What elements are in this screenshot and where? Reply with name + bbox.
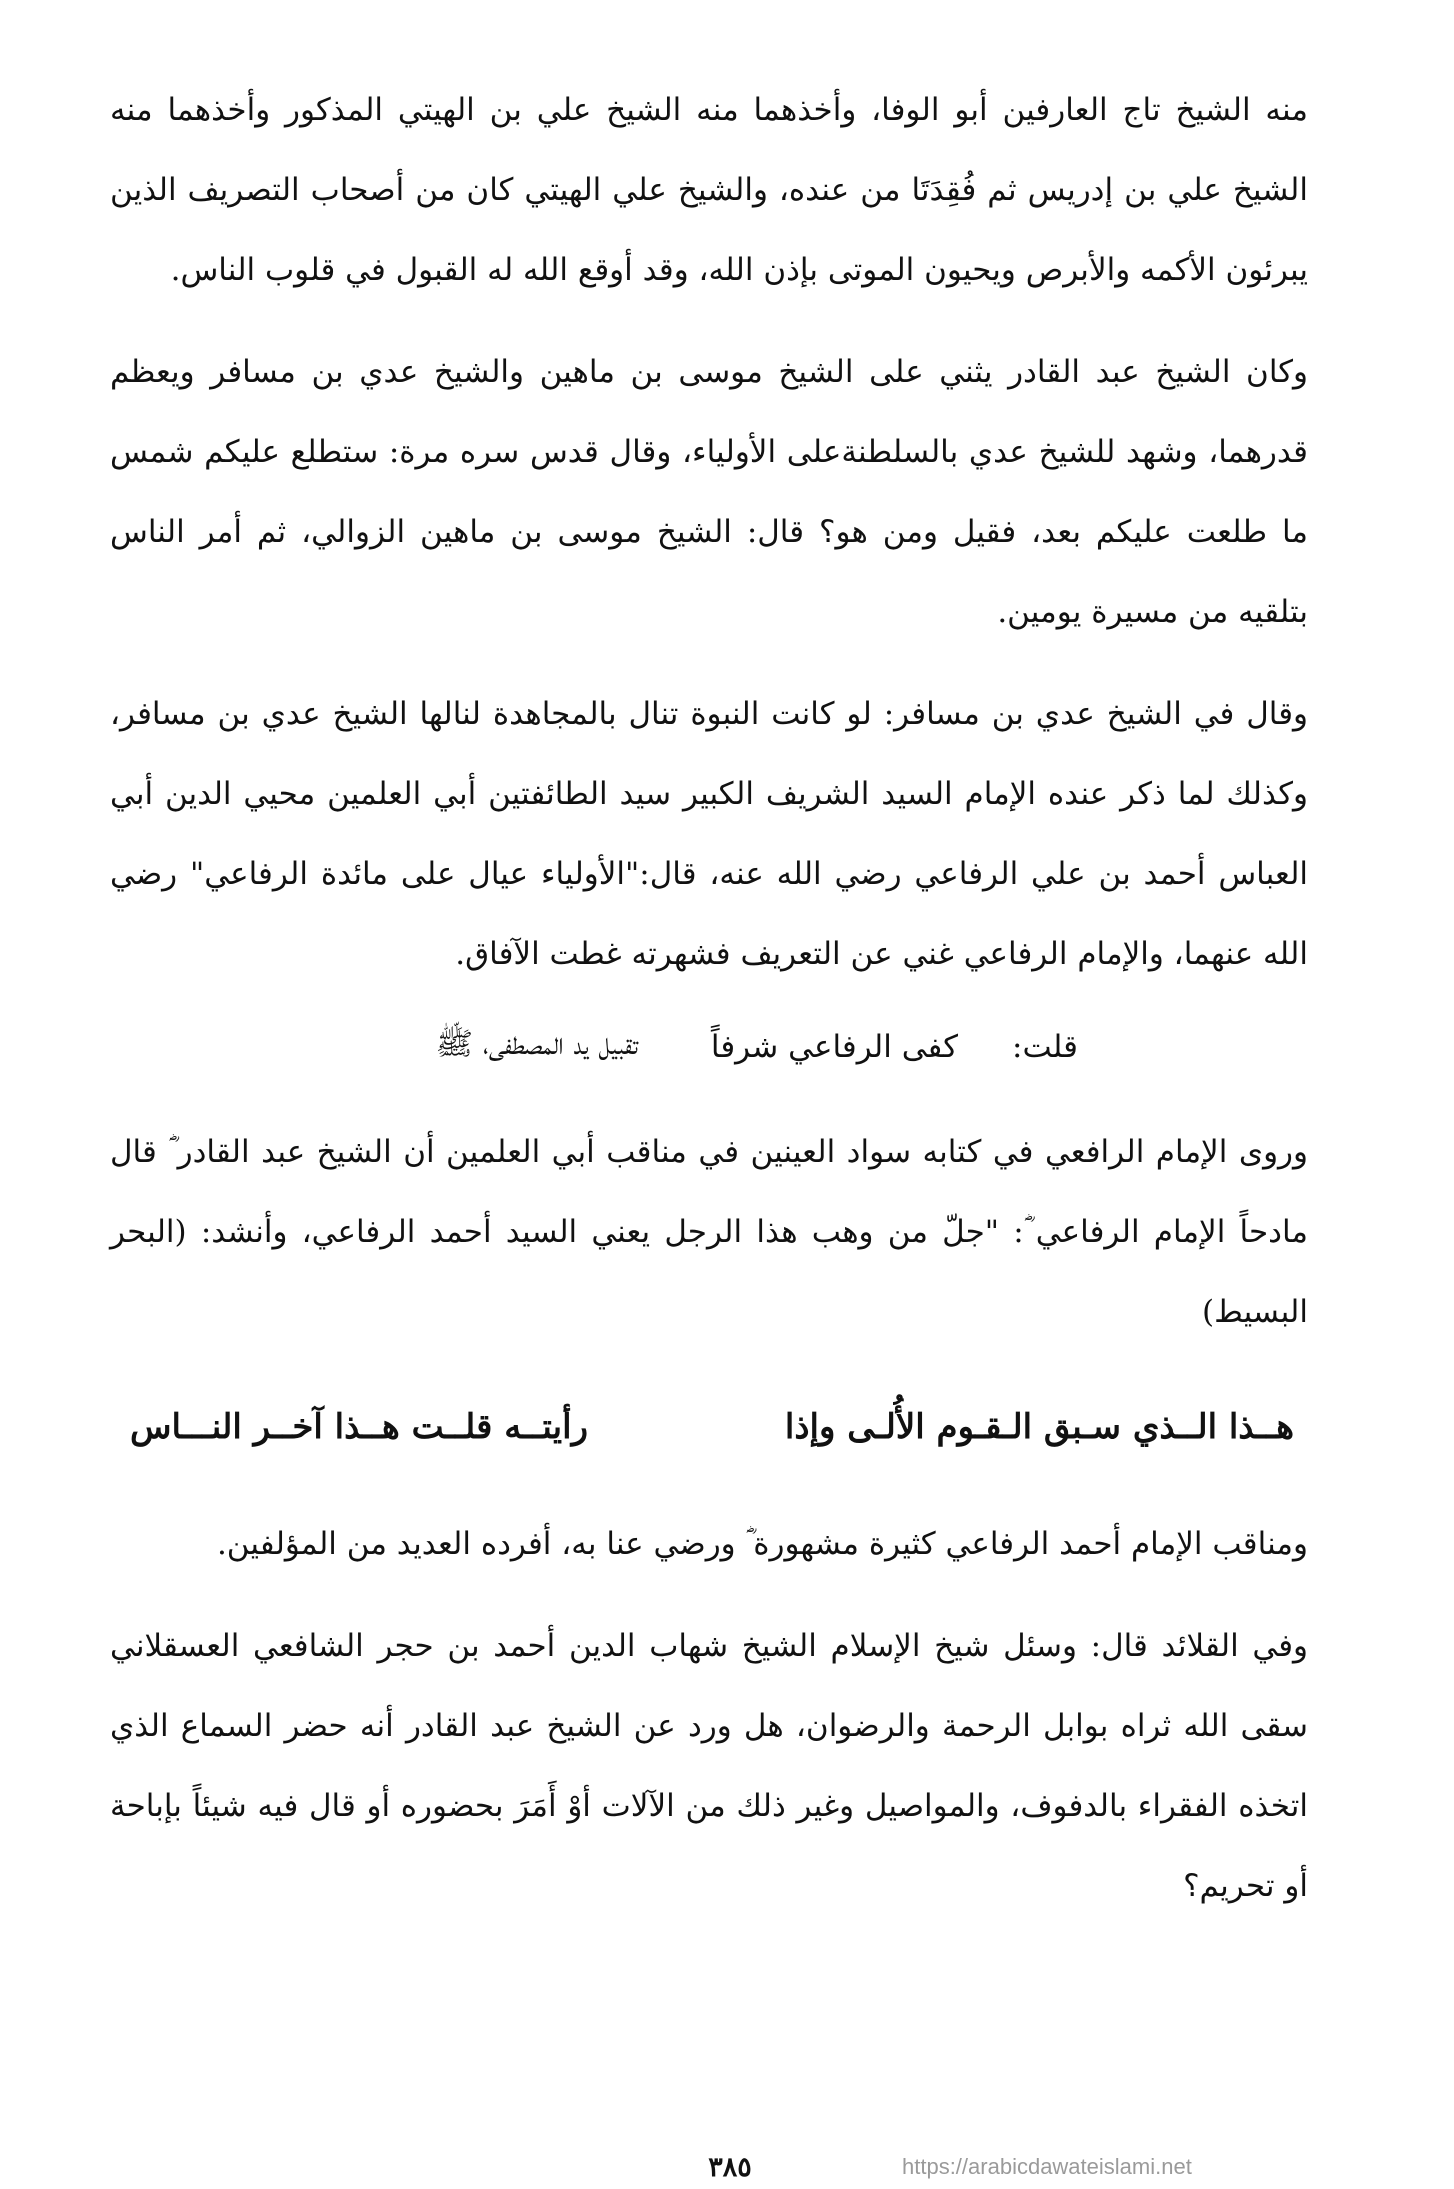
page-number: ٣٨٥ [708, 2152, 752, 2183]
verse-lead-label: قلت: [1012, 1029, 1078, 1065]
paragraph-6: وفي القلائد قال: وسئل شيخ الإسلام الشيخ شهاب الدين أحمد بن حجر الشافعي العسقلاني سقى الله ثراه بوابل الرحمة والرضوان، هل ورد عن الشيخ عبد القادر أنه حضر السماع الذي اتخذه الفقراء بالدفوف، والمواصيل وغير ذلك من الآلات أوْ أَمَرَ بحضوره أو قال فيه شيئاً بإباحة أو تحريم؟ [110, 1628, 1308, 1904]
paragraph-2: وكان الشيخ عبد القادر يثني على الشيخ موسى بن ماهين والشيخ عدي بن مسافر ويعظم قدرهما، وشهد للشيخ عدي بالسلطنةعلى الأولياء، وقال قدس سره مرة: ستطلع عليكم شمس ما طلعت عليكم بعد، فقيل ومن هو؟ قال: الشيخ موسى بن ماهين الزوالي، ثم أمر الناس بتلقيه من مسيرة يومين. [110, 354, 1308, 630]
paragraph-3: وقال في الشيخ عدي بن مسافر: لو كانت النبوة تنال بالمجاهدة لنالها الشيخ عدي بن مسافر، وكذلك لما ذكر عنده الإمام السيد الشريف الكبير سيد الطائفتين أبي العلمين محيي الدين أبي العباس أحمد بن علي الرفاعي رضي الله عنه، قال:"الأولياء عيال على مائدة الرفاعي" رضي الله عنهما، والإمام الرفاعي غني عن التعريف فشهرته غطت الآفاق. [110, 696, 1308, 972]
verse-couplet-1 [110, 1004, 1308, 1090]
verse-2-hemistich-2: رأيتــه قلــت هــذا آخــر النـــاس [130, 1407, 589, 1447]
paragraph-4: وروى الإمام الرافعي في كتابه سواد العينين في مناقب أبي العلمين أن الشيخ عبد القادر ؓ قال مادحاً الإمام الرفاعي ؓ: "جلّ من وهب هذا الرجل يعني السيد أحمد الرفاعي، وأنشد: (البحر البسيط) [110, 1134, 1308, 1330]
verse-1-hemistich-1: كفى الرفاعي شرفاً [710, 1029, 958, 1065]
watermark-url: https://arabicdawateislami.net [902, 2154, 1192, 2179]
paragraph-1: منه الشيخ تاج العارفين أبو الوفا، وأخذهما منه الشيخ علي بن الهيتي المذكور وأخذهما منه الشيخ علي بن إدريس ثم فُقِدَتَا من عنده، والشيخ علي الهيتي كان من أصحاب التصريف الذين يبرئون الأكمه والأبرص ويحيون الموتى بإذن الله، وقد أوقع الله له القبول في قلوب الناس. [110, 92, 1308, 288]
verse-couplet-2 [110, 1372, 1308, 1482]
paragraph-5: ومناقب الإمام أحمد الرفاعي كثيرة مشهورة ؓ ورضي عنا به، أفرده العديد من المؤلفين. [216, 1526, 1308, 1562]
verse-1-hemistich-2: تقبيل يد المصطفى، ﷺ [435, 1025, 638, 1062]
document-page [110, 70, 1308, 1926]
verse-2-hemistich-1: هــذا الــذي سـبق الـقـوم الأُلـى وإذا [784, 1407, 1294, 1447]
